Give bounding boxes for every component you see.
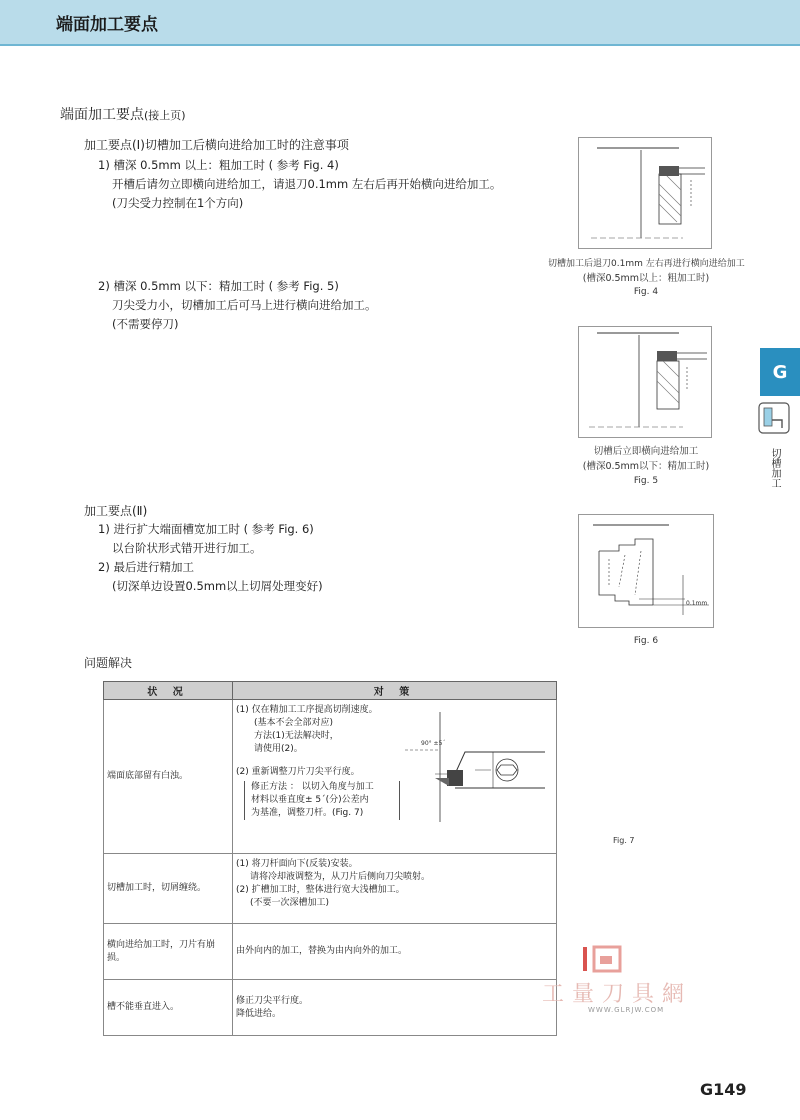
point2-item1-sub: 以台阶状形式错开进行加工。 — [112, 541, 262, 555]
point1-item2-line2: (不需要停刀) — [112, 317, 179, 331]
table-row — [104, 854, 557, 924]
table-header-row — [104, 682, 557, 700]
measure-line: 由外向内的加工，替换为由内向外的加工。 — [236, 946, 408, 956]
row2-status: 切槽加工时，切屑缠绕。 — [104, 854, 233, 924]
measure-line: (基本不会全部对应) — [254, 718, 334, 728]
section-title-suffix: (接上页) — [144, 109, 186, 122]
fig5-diagram — [578, 326, 712, 438]
point2-item2-sub: (切深单边设置0.5mm以上切屑处理变好) — [112, 579, 323, 593]
measure-line: (1) 仅在精加工工序提高切削速度。 — [236, 705, 378, 715]
point1-item2-line1: 刀尖受力小，切槽加工后可马上进行横向进给加工。 — [112, 298, 377, 312]
fig6-diagram — [578, 514, 714, 628]
point1-item1-title: 1) 槽深 0.5mm 以上：粗加工时 ( 参考 Fig. 4) — [98, 158, 339, 172]
row1-status: 端面底部留有白浊。 — [104, 700, 233, 854]
point2-item2: 2) 最后进行精加工 — [98, 560, 194, 574]
measure-line: 修正方法 ： 以切入角度与加工 — [251, 782, 374, 792]
watermark-logo — [580, 944, 624, 974]
col-status-header: 状 况 — [104, 682, 233, 700]
header-rule — [0, 44, 800, 46]
fig5-label: Fig. 5 — [633, 476, 659, 486]
fig6-dimension: 0.1mm — [686, 600, 708, 607]
point1-item1-line1: 开槽后请勿立即横向进给加工，请退刀0.1mm 左右后再开始横向进给加工。 — [112, 177, 502, 191]
measure-line: 修正刀尖平行度。 — [236, 995, 309, 1006]
row4-status: 槽不能垂直进入。 — [104, 980, 233, 1036]
page-number: G149 — [700, 1080, 747, 1099]
fig6-label: Fig. 6 — [633, 636, 659, 646]
row3-measure — [233, 924, 557, 980]
measure-line: (2) 扩槽加工时，整体进行宽大浅槽加工。 — [236, 885, 405, 895]
row3-status: 横向进给加工时，刀片有崩损。 — [104, 924, 233, 980]
fig4-caption2: (槽深0.5mm以上：粗加工时) — [582, 273, 710, 284]
correction-note — [244, 781, 400, 820]
measure-line: 请将冷却液调整为，从刀片后侧向刀尖喷射。 — [250, 872, 431, 882]
section-title — [60, 104, 186, 124]
section-title-text: 端面加工要点 — [60, 107, 144, 123]
side-tab-label: 切槽加工 — [769, 448, 780, 488]
point2-item1: 1) 进行扩大端面槽宽加工时 ( 参考 Fig. 6) — [98, 522, 314, 536]
fig5-caption2: (槽深0.5mm以下：精加工时) — [582, 461, 710, 472]
point1-item2-title: 2) 槽深 0.5mm 以下：精加工时 ( 参考 Fig. 5) — [98, 279, 339, 293]
table-row — [104, 980, 557, 1036]
fig4-label: Fig. 4 — [633, 287, 659, 297]
row4-measure — [233, 980, 557, 1036]
table-row — [104, 700, 557, 854]
section-tab-letter: G — [772, 361, 788, 383]
point1-item1-line2: (刀尖受力控制在1个方向) — [112, 196, 244, 210]
measure-line: 降低进给。 — [236, 1008, 282, 1019]
measure-line: 方法(1)无法解决时， — [254, 731, 339, 741]
measure-line: 为基准，调整刀杆。(Fig. 7) — [251, 808, 364, 818]
watermark-text: 工量刀具網 — [542, 982, 693, 1007]
table-row — [104, 924, 557, 980]
fig4-diagram — [578, 137, 712, 249]
fig4-caption1: 切槽加工后退刀0.1mm 左右再进行横向进给加工 — [548, 259, 745, 269]
point1-heading: 加工要点(Ⅰ)切槽加工后横向进给加工时的注意事项 — [84, 138, 349, 152]
measure-line: (2) 重新调整刀片刀尖平行度。 — [236, 767, 360, 777]
fig7-diagram — [405, 712, 555, 832]
section-tab-g[interactable] — [760, 348, 800, 396]
col-measure-header: 对 策 — [233, 682, 557, 700]
fig7-label: Fig. 7 — [613, 836, 635, 845]
header-title: 端面加工要点 — [56, 15, 158, 35]
grooving-icon — [758, 402, 790, 434]
fig7-angle: 90° ±5´ — [421, 740, 446, 747]
measure-line: 材料以垂直度± 5´(分)公差内 — [251, 795, 369, 805]
measure-line: (不要一次深槽加工) — [250, 898, 330, 908]
row1-measure — [233, 700, 635, 854]
measure-line: 请使用(2)。 — [254, 744, 303, 754]
fig5-caption1: 切槽后立即横向进给加工 — [593, 446, 699, 457]
watermark-url: WWW.GLRJW.COM — [588, 1006, 665, 1014]
measure-line: (1) 将刀杆面向下(反装)安装。 — [236, 859, 358, 869]
point2-heading: 加工要点(Ⅱ) — [84, 504, 148, 518]
troubleshoot-title: 问题解决 — [84, 656, 133, 670]
row2-measure — [233, 854, 557, 924]
